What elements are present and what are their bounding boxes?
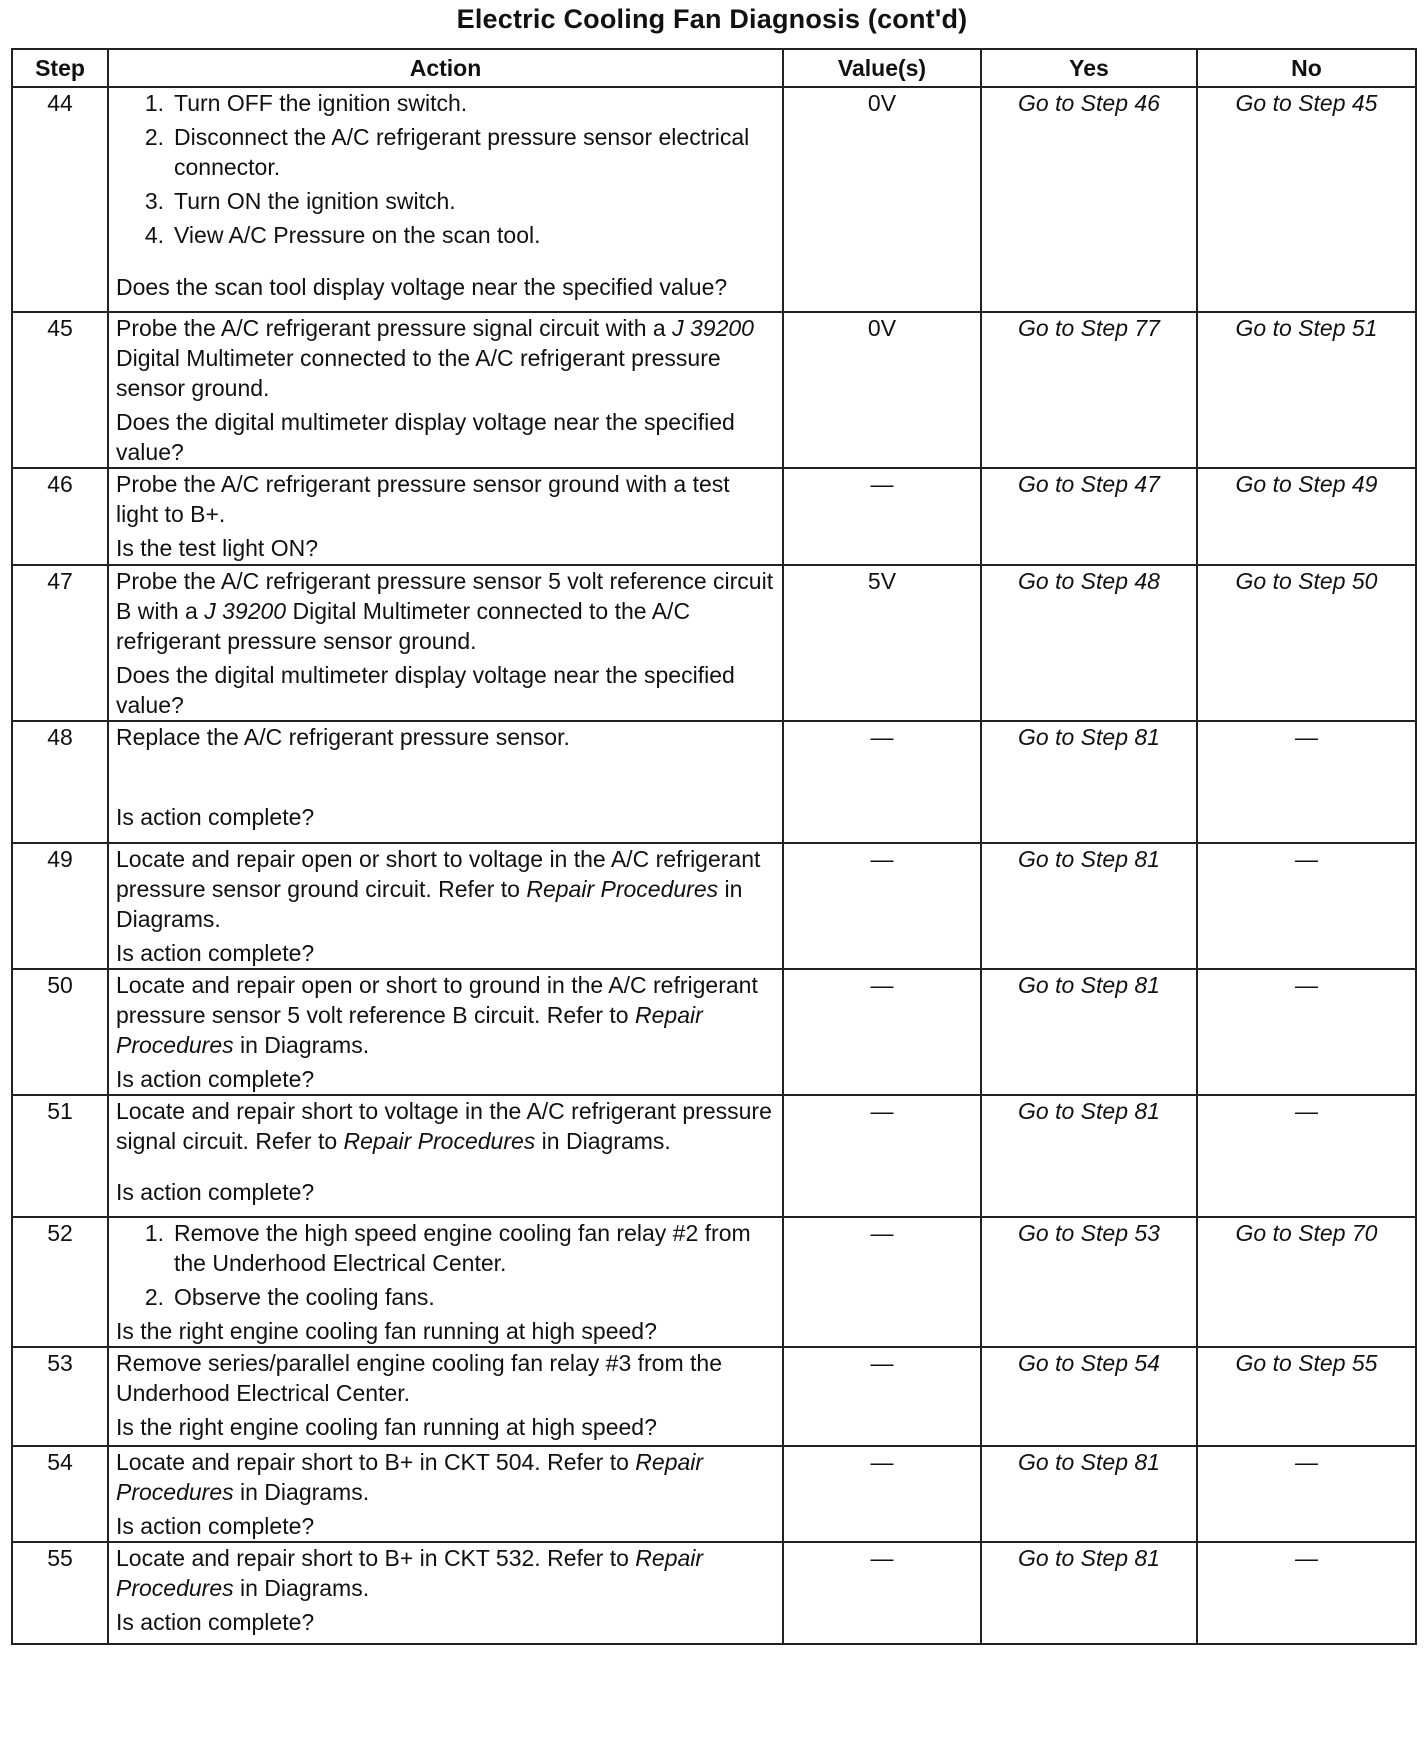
table-row <box>12 843 1416 969</box>
action-question: Is action complete? <box>116 1513 315 1539</box>
list-item: 4. View A/C Pressure on the scan tool. <box>144 222 541 248</box>
yes-cell: Go to Step 81 <box>981 843 1197 969</box>
action-question: Is the right engine cooling fan running at high speed? <box>116 1414 657 1440</box>
action-question: Is action complete? <box>116 940 315 966</box>
step-number: 52 <box>12 1217 108 1347</box>
list-item: 3. Turn ON the ignition switch. <box>144 188 456 214</box>
action-text: Locate and repair open or short to ground in the A/C refrigerant pressure sensor 5 volt reference B circuit. Refer to Repair Procedures in Diagrams. <box>116 972 758 1058</box>
yes-cell: Go to Step 81 <box>981 969 1197 1095</box>
action-question: Is action complete? <box>116 1066 315 1092</box>
value-cell: — <box>783 721 981 843</box>
value-cell: — <box>783 1095 981 1217</box>
action-steps-list <box>116 88 775 250</box>
no-cell: Go to Step 45 <box>1197 87 1416 312</box>
value-cell: — <box>783 1446 981 1542</box>
action-cell <box>108 1217 783 1347</box>
no-cell: Go to Step 49 <box>1197 468 1416 565</box>
header-yes: Yes <box>981 49 1197 87</box>
table-row <box>12 468 1416 565</box>
table-row <box>12 1446 1416 1542</box>
table-row <box>12 1347 1416 1446</box>
action-text: Probe the A/C refrigerant pressure sensor ground with a test light to B+. <box>116 471 730 527</box>
action-question: Is the right engine cooling fan running at high speed? <box>116 1318 657 1344</box>
action-cell <box>108 312 783 468</box>
yes-cell: Go to Step 54 <box>981 1347 1197 1446</box>
no-cell: Go to Step 70 <box>1197 1217 1416 1347</box>
step-number: 55 <box>12 1542 108 1644</box>
action-question: Does the digital multimeter display voltage near the specified value? <box>116 409 735 465</box>
action-cell <box>108 1542 783 1644</box>
yes-cell: Go to Step 77 <box>981 312 1197 468</box>
no-cell: — <box>1197 1542 1416 1644</box>
list-item: 2. Disconnect the A/C refrigerant pressure sensor electrical connector. <box>144 124 750 180</box>
no-cell: — <box>1197 843 1416 969</box>
diagnosis-table <box>11 48 1417 1645</box>
action-question: Is action complete? <box>116 804 315 830</box>
page-title: Electric Cooling Fan Diagnosis (cont'd) <box>456 4 968 34</box>
yes-cell: Go to Step 81 <box>981 1095 1197 1217</box>
list-item: 2. Observe the cooling fans. <box>144 1284 435 1310</box>
value-cell: 5V <box>783 565 981 721</box>
action-text: Probe the A/C refrigerant pressure signal circuit with a J 39200 Digital Multimeter connected to the A/C refrigerant pressure sensor ground. <box>116 315 754 401</box>
action-cell <box>108 1347 783 1446</box>
action-text: Locate and repair short to B+ in CKT 532. Refer to Repair Procedures in Diagrams. <box>116 1545 704 1601</box>
header-value: Value(s) <box>783 49 981 87</box>
yes-cell: Go to Step 46 <box>981 87 1197 312</box>
action-text: Locate and repair short to voltage in the A/C refrigerant pressure signal circuit. Refer to Repair Procedures in Diagrams. <box>116 1098 772 1154</box>
action-question: Is action complete? <box>116 1609 315 1635</box>
yes-cell: Go to Step 81 <box>981 1446 1197 1542</box>
list-item: 1. Remove the high speed engine cooling fan relay #2 from the Underhood Electrical Center. <box>144 1220 751 1276</box>
action-cell <box>108 87 783 312</box>
step-number: 45 <box>12 312 108 468</box>
table-row <box>12 565 1416 721</box>
table-row <box>12 721 1416 843</box>
action-text: Probe the A/C refrigerant pressure sensor 5 volt reference circuit B with a J 39200 Digital Multimeter connected to the A/C refrigerant pressure sensor ground. <box>116 568 774 654</box>
yes-cell: Go to Step 53 <box>981 1217 1197 1347</box>
step-number: 48 <box>12 721 108 843</box>
yes-cell: Go to Step 81 <box>981 721 1197 843</box>
table-row <box>12 1542 1416 1644</box>
step-number: 53 <box>12 1347 108 1446</box>
value-cell: — <box>783 1217 981 1347</box>
no-cell: — <box>1197 1446 1416 1542</box>
value-cell: 0V <box>783 312 981 468</box>
table-row <box>12 87 1416 312</box>
no-cell: Go to Step 55 <box>1197 1347 1416 1446</box>
table-row <box>12 312 1416 468</box>
table-row <box>12 969 1416 1095</box>
action-cell <box>108 565 783 721</box>
action-question: Is action complete? <box>116 1179 315 1205</box>
action-question: Is the test light ON? <box>116 535 318 561</box>
action-cell <box>108 1446 783 1542</box>
no-cell: — <box>1197 721 1416 843</box>
step-number: 46 <box>12 468 108 565</box>
yes-cell: Go to Step 47 <box>981 468 1197 565</box>
yes-cell: Go to Step 48 <box>981 565 1197 721</box>
step-number: 50 <box>12 969 108 1095</box>
value-cell: — <box>783 1347 981 1446</box>
step-number: 44 <box>12 87 108 312</box>
list-item: 1. Turn OFF the ignition switch. <box>144 90 468 116</box>
action-cell <box>108 969 783 1095</box>
action-cell <box>108 468 783 565</box>
action-text: Remove series/parallel engine cooling fan relay #3 from the Underhood Electrical Center. <box>116 1350 722 1406</box>
no-cell: Go to Step 50 <box>1197 565 1416 721</box>
table-row <box>12 1217 1416 1347</box>
step-number: 54 <box>12 1446 108 1542</box>
action-text: Locate and repair short to B+ in CKT 504. Refer to Repair Procedures in Diagrams. <box>116 1449 704 1505</box>
value-cell: 0V <box>783 87 981 312</box>
action-question: Does the scan tool display voltage near the specified value? <box>116 274 728 300</box>
step-number: 51 <box>12 1095 108 1217</box>
table-header-row <box>12 49 1416 87</box>
step-number: 49 <box>12 843 108 969</box>
no-cell: — <box>1197 969 1416 1095</box>
header-step: Step <box>12 49 108 87</box>
header-no: No <box>1197 49 1416 87</box>
action-cell <box>108 843 783 969</box>
value-cell: — <box>783 969 981 1095</box>
value-cell: — <box>783 1542 981 1644</box>
value-cell: — <box>783 843 981 969</box>
action-text: Locate and repair open or short to voltage in the A/C refrigerant pressure sensor ground circuit. Refer to Repair Procedures in Diagrams. <box>116 846 761 932</box>
header-action: Action <box>108 49 783 87</box>
action-steps-list <box>116 1218 775 1312</box>
no-cell: Go to Step 51 <box>1197 312 1416 468</box>
action-cell <box>108 721 783 843</box>
action-cell <box>108 1095 783 1217</box>
action-text: Replace the A/C refrigerant pressure sensor. <box>116 724 570 750</box>
value-cell: — <box>783 468 981 565</box>
table-row <box>12 1095 1416 1217</box>
yes-cell: Go to Step 81 <box>981 1542 1197 1644</box>
step-number: 47 <box>12 565 108 721</box>
action-question: Does the digital multimeter display voltage near the specified value? <box>116 662 735 718</box>
no-cell: — <box>1197 1095 1416 1217</box>
